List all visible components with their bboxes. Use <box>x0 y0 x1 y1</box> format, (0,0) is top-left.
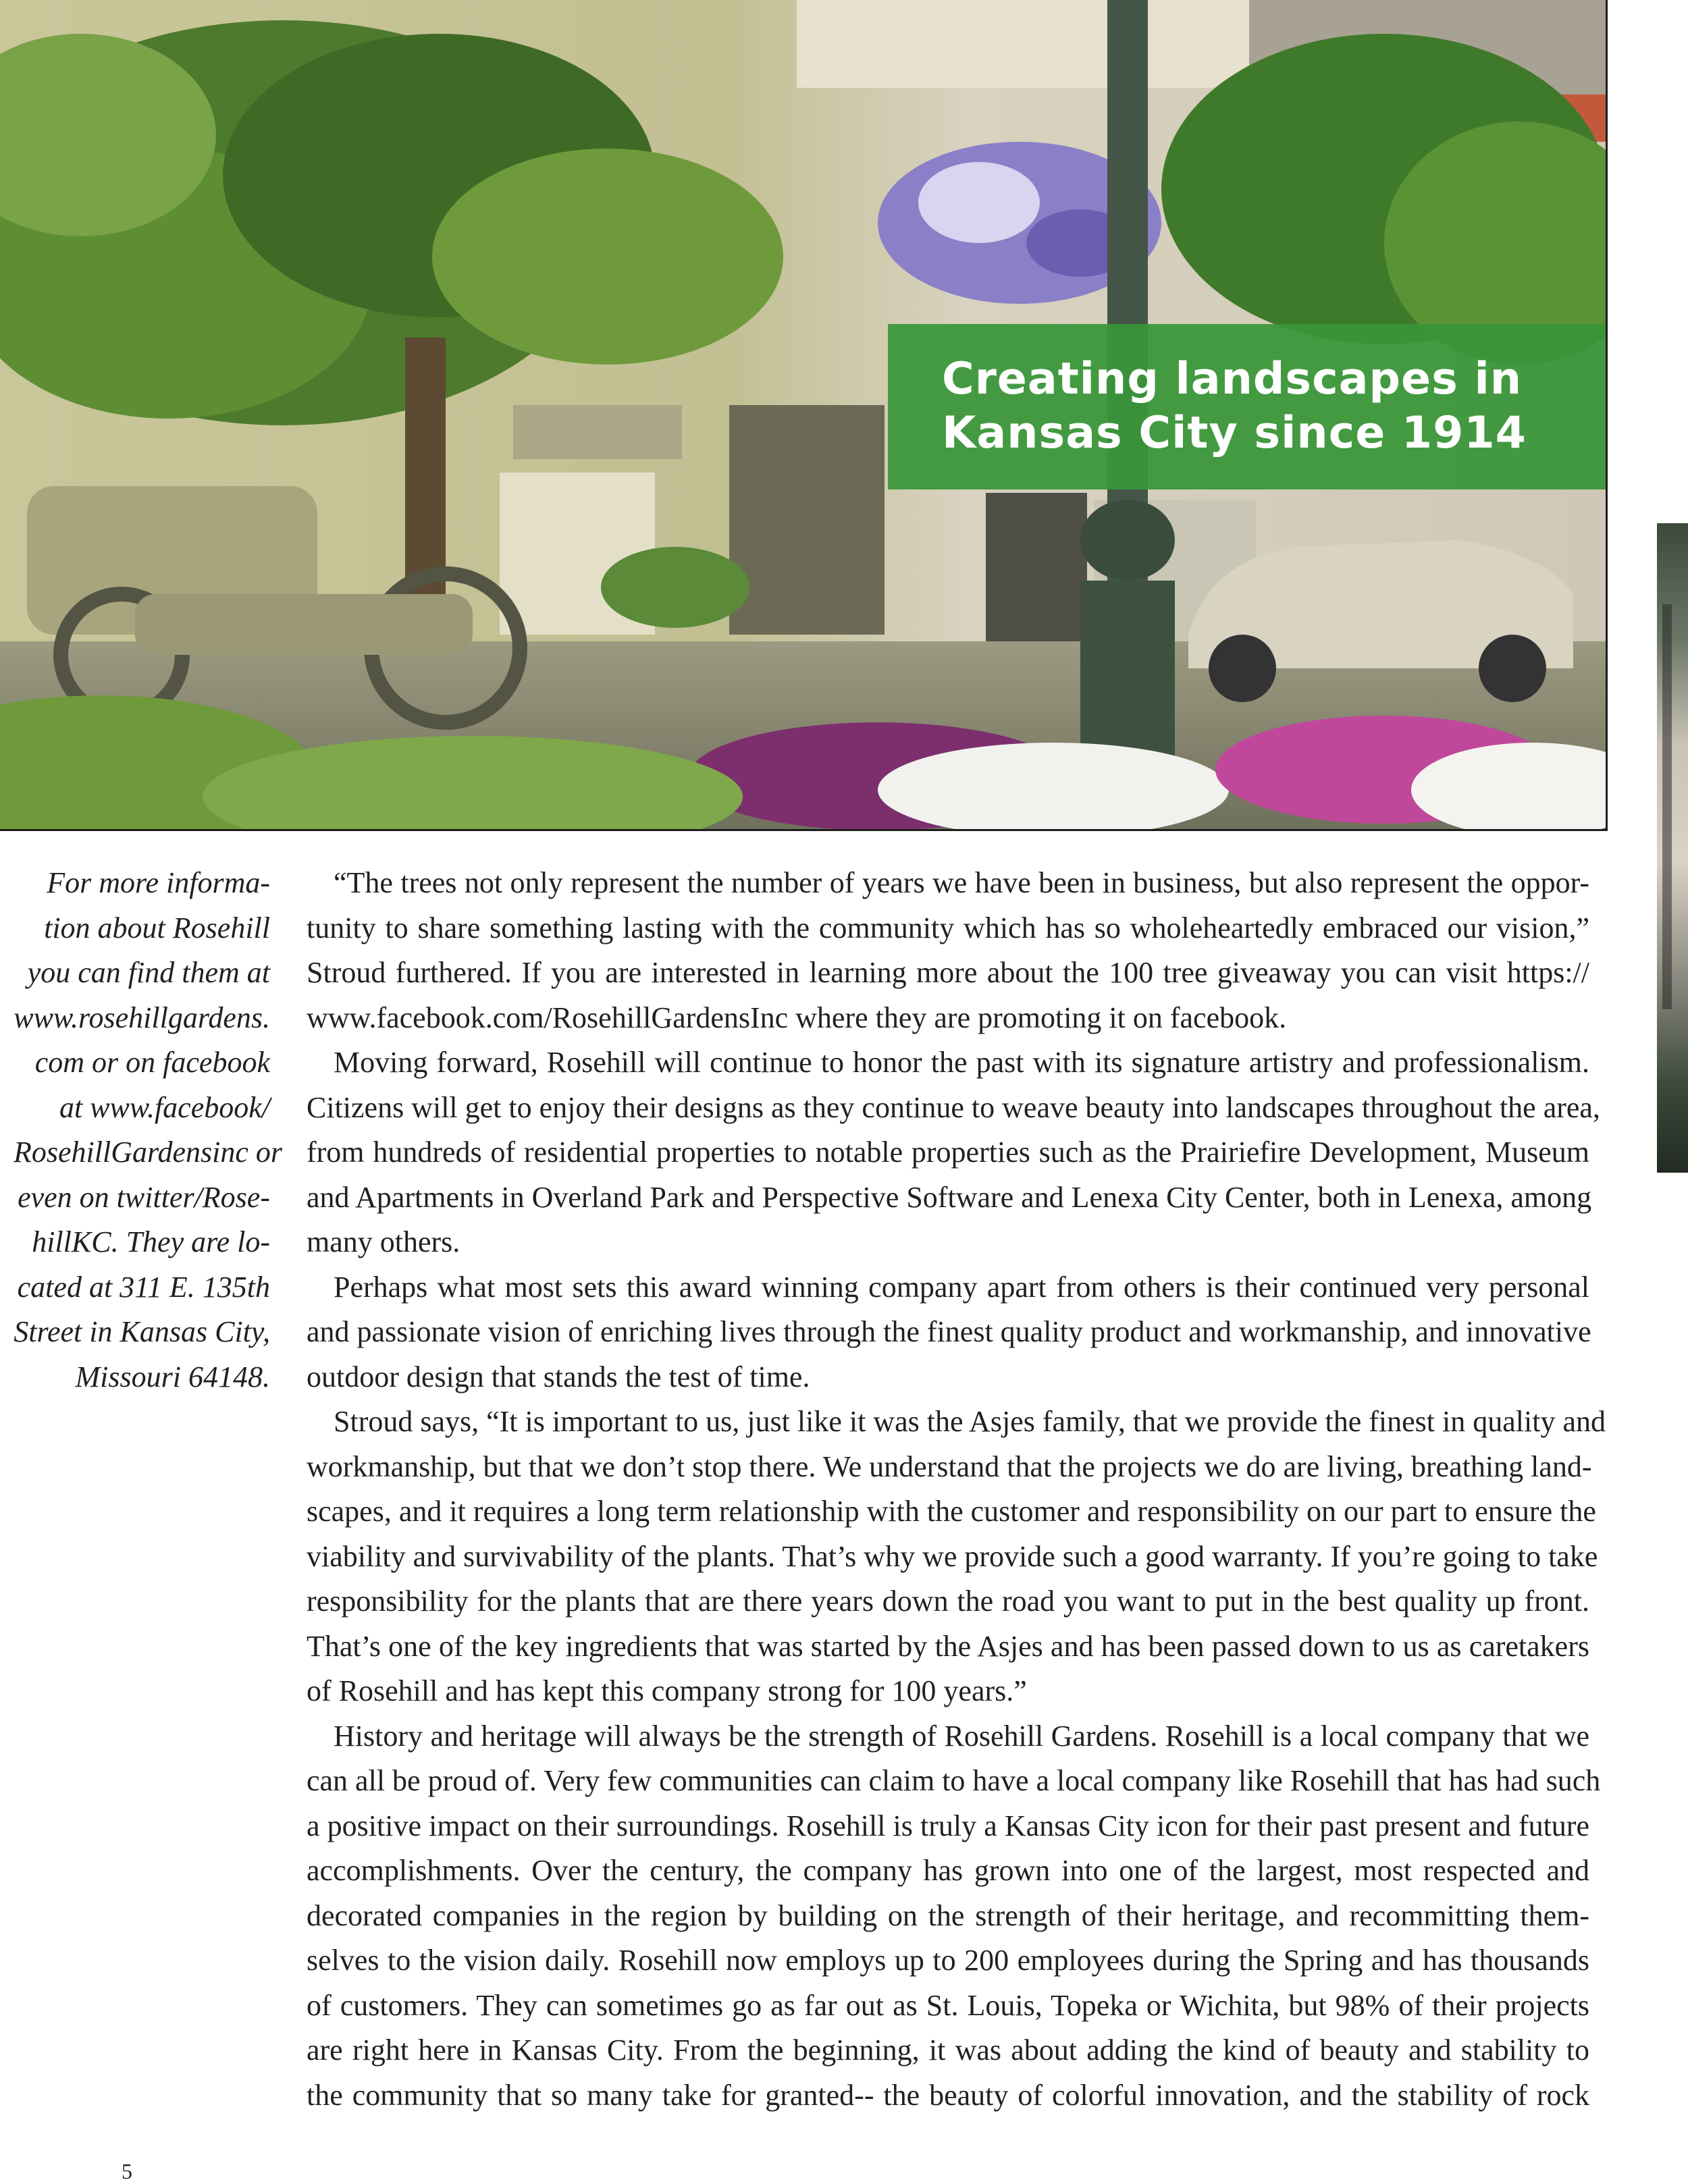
article-line: selves to the vision daily. Rosehill now employs up to 200 employees during the Spring and has thousands <box>307 1944 1589 1977</box>
contact-sidebar <box>14 861 282 1400</box>
article-line: workmanship, but that we don’t stop there. We understand that the projects we do are living, breathing land- <box>307 1449 1592 1483</box>
article-line: many others. <box>307 1225 460 1258</box>
sidebar-line: hillKC. They are lo- <box>32 1225 270 1258</box>
article-body <box>307 861 1606 2118</box>
sidebar-line: Missouri 64148. <box>75 1360 270 1393</box>
adjacent-page-photo-edge <box>1657 523 1688 1173</box>
sidebar-line: www.rosehillgardens. <box>14 1001 270 1034</box>
article-line: History and heritage will always be the strength of Rosehill Gardens. Rosehill is a local company that we <box>334 1719 1589 1753</box>
sidebar-line: even on twitter/Rose- <box>18 1180 270 1214</box>
article-line: responsibility for the plants that are there years down the road you want to put in the best quality up front. <box>307 1584 1589 1618</box>
article-line: Perhaps what most sets this award winning company apart from others is their continued very personal <box>334 1270 1589 1304</box>
sidebar-line: at www.facebook/ <box>59 1090 270 1124</box>
article-line: decorated companies in the region by building on the strength of their heritage, and recommitting them- <box>307 1898 1589 1932</box>
article-line: of customers. They can sometimes go as far out as St. Louis, Topeka or Wichita, but 98% of their projects <box>307 1988 1589 2022</box>
article-line: and Apartments in Overland Park and Perspective Software and Lenexa City Center, both in Lenexa, among <box>307 1180 1592 1214</box>
banner-line-2: Kansas City since 1914 <box>942 408 1527 458</box>
sidebar-line: you can find them at <box>27 956 270 989</box>
article-line: Citizens will get to enjoy their designs as they continue to weave beauty into landscapes throughout the area, <box>307 1090 1600 1124</box>
article-line: Stroud furthered. If you are interested in learning more about the 100 tree giveaway you can visit https:// <box>307 956 1589 989</box>
article-line: Stroud says, “It is important to us, just like it was the Asjes family, that we provide the finest in quality and <box>334 1405 1606 1438</box>
article-line: a positive impact on their surroundings. Rosehill is truly a Kansas City icon for their past present and future <box>307 1809 1589 1842</box>
article-line: of Rosehill and has kept this company strong for 100 years.” <box>307 1674 1027 1707</box>
banner-line-1: Creating landscapes in <box>942 354 1523 404</box>
sidebar-line: Street in Kansas City, <box>14 1315 270 1348</box>
sidebar-line: For more informa- <box>47 866 270 899</box>
headline-banner <box>888 324 1606 489</box>
hero-photo <box>0 0 1608 831</box>
article-line: the community that so many take for granted-- the beauty of colorful innovation, and the stability of rock <box>307 2078 1589 2112</box>
article-line: can all be proud of. Very few communities can claim to have a local company like Rosehill that has had such <box>307 1764 1601 1797</box>
article-line: scapes, and it requires a long term relationship with the customer and responsibility on our part to ensure the <box>307 1495 1596 1528</box>
article-line: are right here in Kansas City. From the beginning, it was about adding the kind of beauty and stability to <box>307 2033 1589 2067</box>
sidebar-line: com or on facebook <box>34 1046 270 1079</box>
article-line: and passionate vision of enriching lives through the finest quality product and workmanship, and innovative <box>307 1315 1591 1348</box>
article-line: outdoor design that stands the test of time. <box>307 1360 810 1393</box>
article-line: accomplishments. Over the century, the company has grown into one of the largest, most respected and <box>307 1854 1589 1887</box>
article-line: tunity to share something lasting with the community which has so wholeheartedly embraced our vision,” <box>307 911 1589 944</box>
article-line: That’s one of the key ingredients that was started by the Asjes and has been passed down to us as caretakers <box>307 1629 1589 1663</box>
article-line: www.facebook.com/RosehillGardensInc where they are promoting it on facebook. <box>307 1001 1287 1034</box>
article-line: “The trees not only represent the number of years we have been in business, but also represent the oppor- <box>334 866 1589 899</box>
sidebar-line: RosehillGardensinc or <box>14 1136 282 1169</box>
article-line: Moving forward, Rosehill will continue to honor the past with its signature artistry and professionalism. <box>334 1046 1589 1079</box>
article-line: from hundreds of residential properties to notable properties such as the Prairiefire Development, Museum <box>307 1136 1589 1169</box>
page-number: 5 <box>122 2159 132 2183</box>
sidebar-line: tion about Rosehill <box>44 911 270 944</box>
article-line: viability and survivability of the plants. That’s why we provide such a good warranty. If you’re going to take <box>307 1539 1598 1573</box>
sidebar-line: cated at 311 E. 135th <box>17 1270 270 1304</box>
